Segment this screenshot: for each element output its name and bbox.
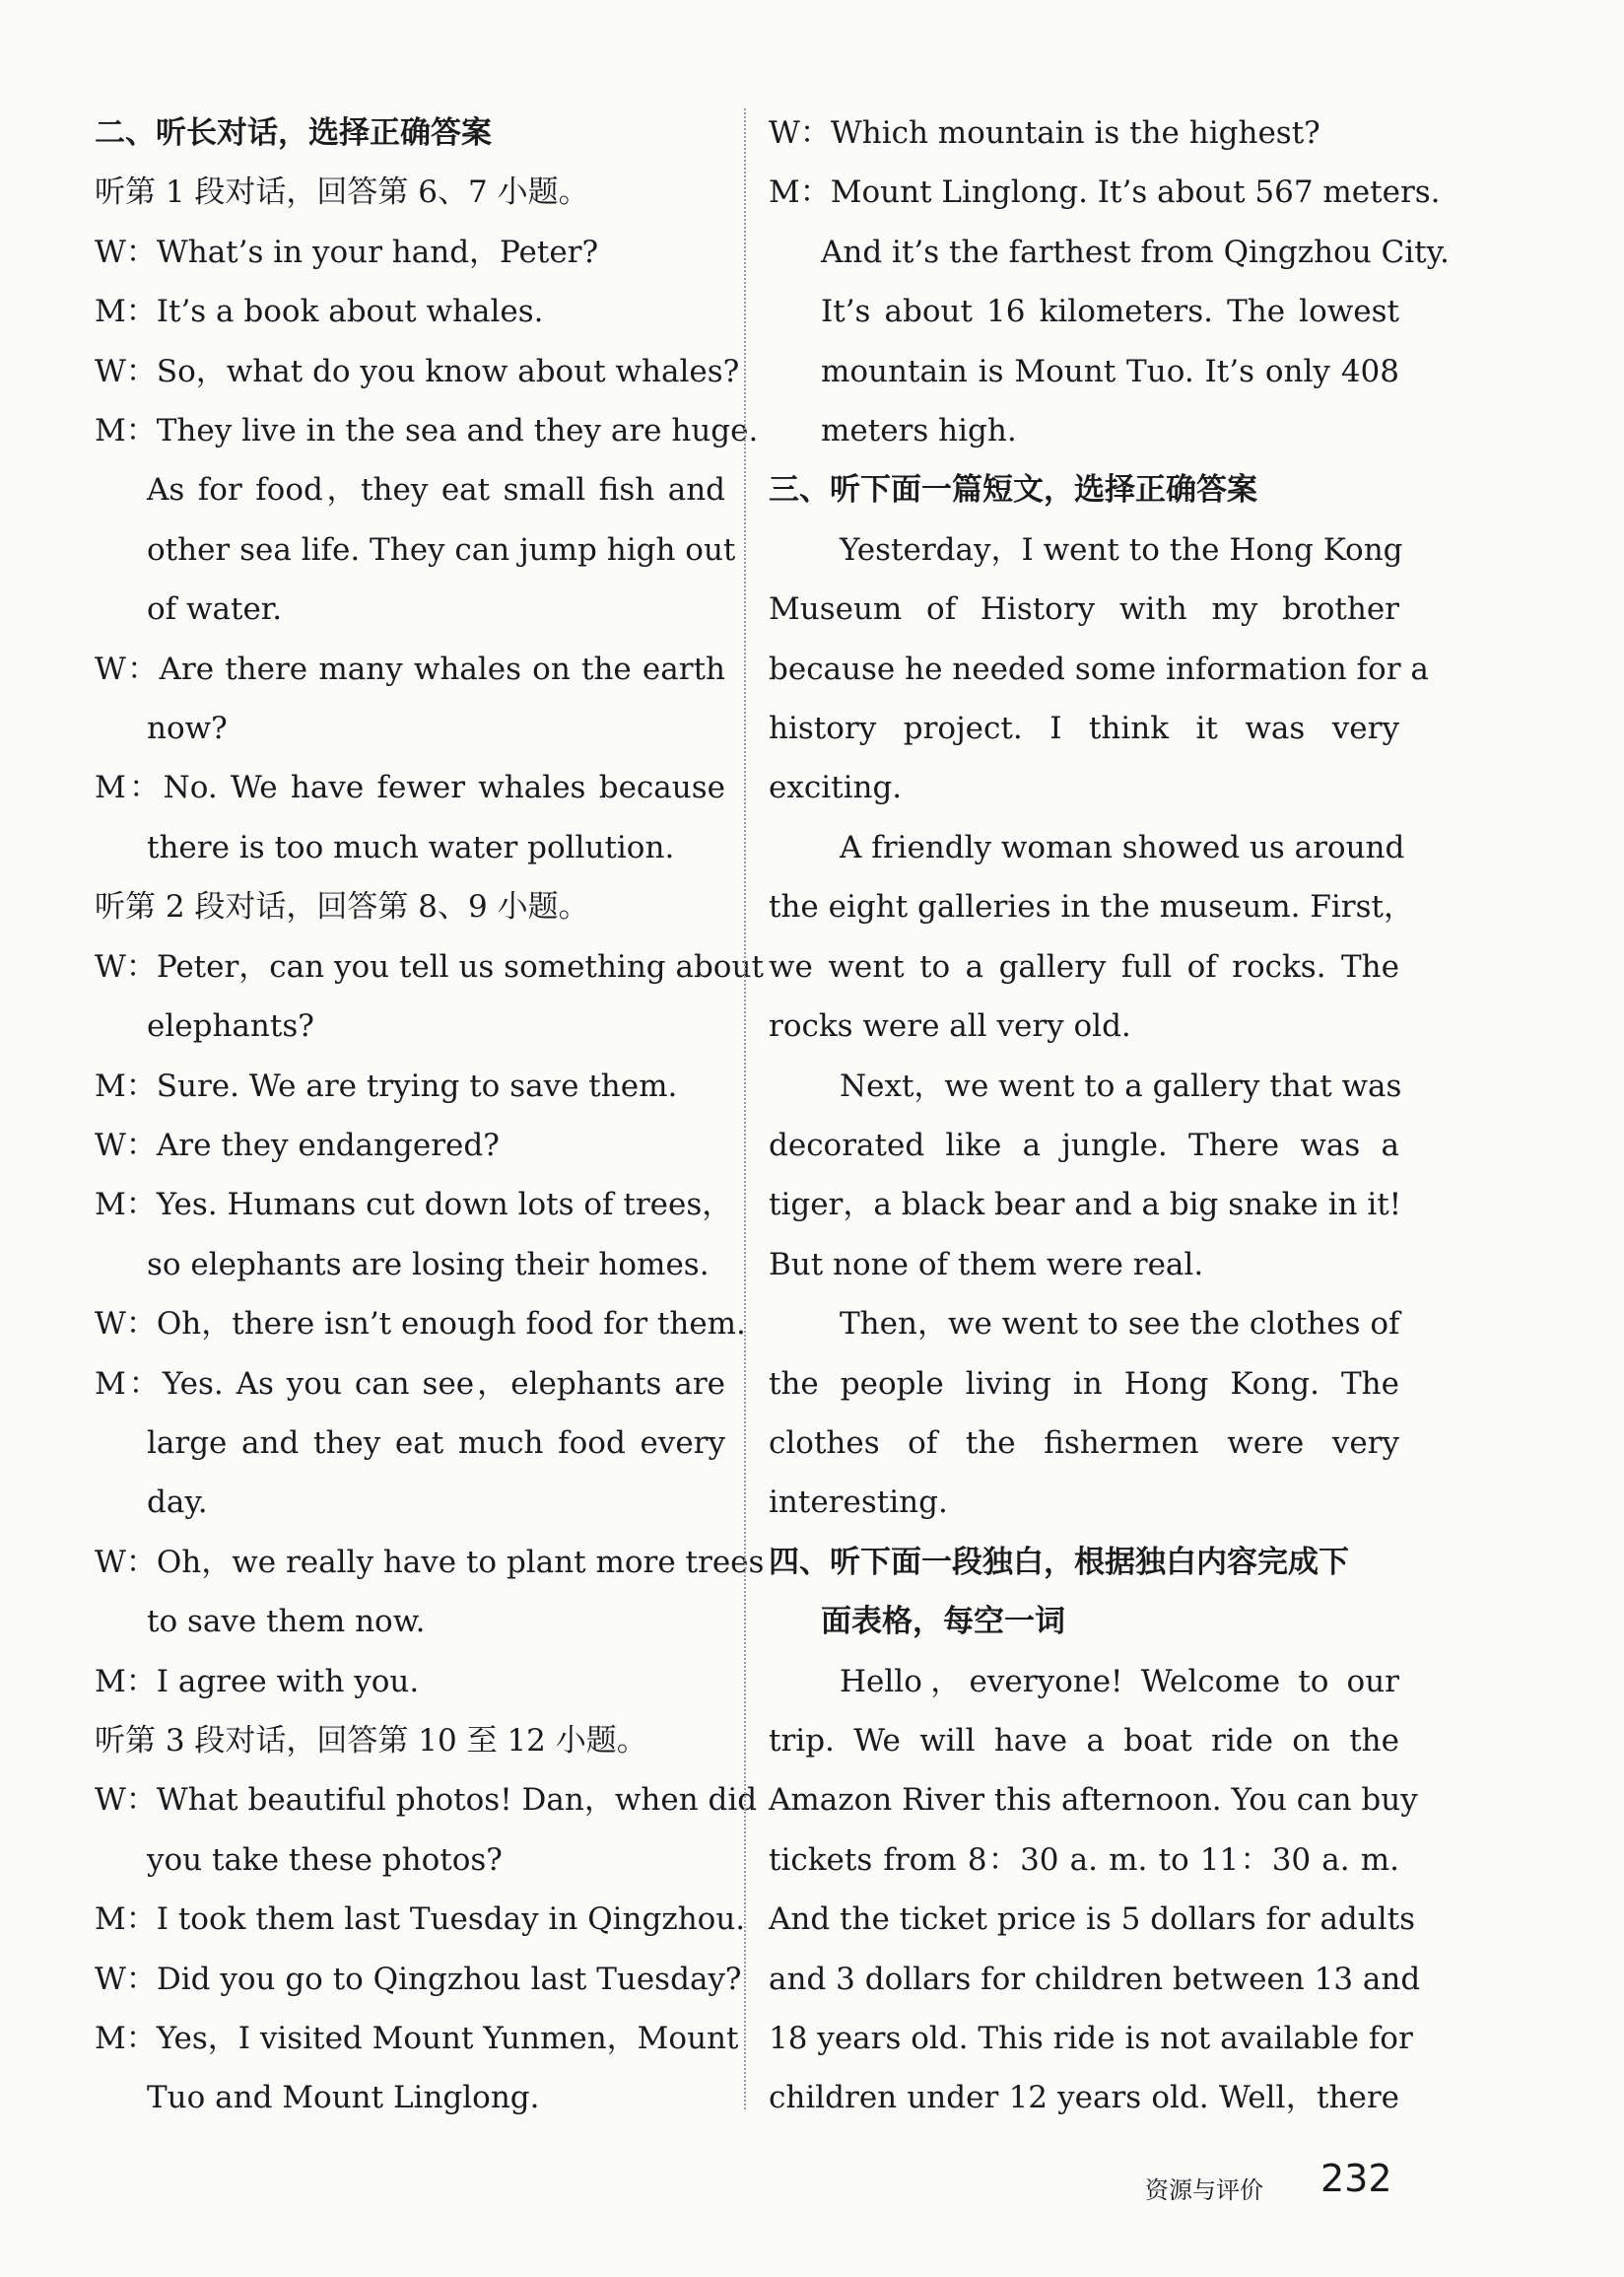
right-dialogue-line: M：Mount Linglong. It’s about 567 meters. bbox=[769, 174, 1441, 211]
right-column bbox=[769, 104, 1450, 2128]
left-column bbox=[95, 104, 765, 2128]
left-dialogue-line: M：I took them last Tuesday in Qingzhou. bbox=[95, 1901, 746, 1938]
left-dialogue-continuation: so elephants are losing their homes. bbox=[147, 1246, 710, 1282]
left-dialogue-line: M：Yes，I visited Mount Yunmen，Mount bbox=[95, 2021, 739, 2056]
left-dialogue-line: W：Peter，can you tell us something about bbox=[95, 948, 764, 985]
left-dialogue-line: M：I agree with you. bbox=[95, 1663, 420, 1699]
left-dialogue-line: M：Sure. We are trying to save them. bbox=[95, 1068, 678, 1104]
left-section-heading: 二、听长对话，选择正确答案 bbox=[95, 115, 492, 151]
right-dialogue-continuation: mountain is Mount Tuo. It’s only 408 bbox=[821, 353, 1399, 389]
right-paragraph-line: clothes of the fishermen were very bbox=[769, 1424, 1399, 1461]
right-paragraph-line: interesting. bbox=[769, 1484, 948, 1521]
right-paragraph-line: the people living in Hong Kong. The bbox=[769, 1365, 1399, 1402]
left-instruction-line: 听第 2 段对话，回答第 8、9 小题。 bbox=[95, 889, 589, 926]
right-paragraph-line: children under 12 years old. Well，there bbox=[769, 2080, 1399, 2116]
right-paragraph-start: Then，we went to see the clothes of bbox=[840, 1306, 1400, 1343]
left-dialogue-continuation: day. bbox=[147, 1484, 208, 1521]
left-dialogue-line: M：Yes. As you can see，elephants are bbox=[95, 1365, 725, 1402]
right-paragraph-line: trip. We will have a boat ride on the bbox=[769, 1722, 1399, 1759]
left-dialogue-line: M：Yes. Humans cut down lots of trees， bbox=[95, 1187, 733, 1223]
right-paragraph-line: tiger，a black bear and a big snake in it! bbox=[769, 1187, 1402, 1223]
right-paragraph-line: decorated like a jungle. There was a bbox=[769, 1127, 1399, 1163]
left-dialogue-continuation: now? bbox=[147, 711, 228, 747]
right-paragraph-line: the eight galleries in the museum. First， bbox=[769, 889, 1414, 926]
left-dialogue-line: M：They live in the sea and they are huge. bbox=[95, 413, 759, 449]
left-dialogue-line: W：Are there many whales on the earth bbox=[95, 651, 725, 687]
left-dialogue-continuation: As for food，they eat small fish and bbox=[147, 472, 725, 509]
right-paragraph-start: Yesterday，I went to the Hong Kong bbox=[840, 531, 1403, 568]
left-instruction-line: 听第 1 段对话，回答第 6、7 小题。 bbox=[95, 174, 589, 211]
footer-brand: 资源与评价 bbox=[1145, 2176, 1263, 2204]
left-dialogue-line: M：No. We have fewer whales because bbox=[95, 770, 725, 806]
left-dialogue-continuation: there is too much water pollution. bbox=[147, 829, 675, 865]
right-section-heading: 四、听下面一段独白，根据独白内容完成下 bbox=[769, 1544, 1349, 1580]
right-paragraph-line: 18 years old. This ride is not available for bbox=[769, 2021, 1413, 2056]
right-section-heading: 面表格，每空一词 bbox=[821, 1604, 1065, 1640]
left-dialogue-continuation: to save them now. bbox=[147, 1604, 426, 1640]
right-dialogue-continuation: And it’s the farthest from Qingzhou City. bbox=[821, 234, 1450, 270]
left-dialogue-line: W：What’s in your hand，Peter? bbox=[95, 234, 599, 270]
right-paragraph-line: history project. I think it was very bbox=[769, 711, 1399, 747]
right-paragraph-line: rocks were all very old. bbox=[769, 1008, 1131, 1045]
left-dialogue-continuation: Tuo and Mount Linglong. bbox=[147, 2080, 540, 2116]
right-dialogue-line: W：Which mountain is the highest? bbox=[769, 115, 1320, 151]
right-dialogue-continuation: meters high. bbox=[821, 413, 1017, 449]
right-paragraph-line: Museum of History with my brother bbox=[769, 591, 1399, 628]
right-paragraph-line: Amazon River this afternoon. You can buy bbox=[769, 1782, 1418, 1819]
left-dialogue-continuation: of water. bbox=[147, 591, 283, 628]
right-paragraph-line: tickets from 8：30 a. m. to 11：30 a. m. bbox=[769, 1841, 1399, 1878]
right-paragraph-line: and 3 dollars for children between 13 and bbox=[769, 1961, 1421, 1997]
left-dialogue-line: W：Did you go to Qingzhou last Tuesday? bbox=[95, 1961, 742, 1997]
left-dialogue-line: W：Oh，there isn’t enough food for them. bbox=[95, 1306, 746, 1343]
left-dialogue-continuation: other sea life. They can jump high out bbox=[147, 531, 736, 568]
right-dialogue-continuation: It’s about 16 kilometers. The lowest bbox=[821, 294, 1399, 330]
left-dialogue-continuation: elephants? bbox=[147, 1008, 314, 1045]
left-dialogue-continuation: large and they eat much food every bbox=[147, 1424, 725, 1461]
left-dialogue-line: M：It’s a book about whales. bbox=[95, 294, 544, 330]
right-paragraph-start: Hello，everyone! Welcome to our bbox=[840, 1663, 1399, 1699]
left-dialogue-line: W：So，what do you know about whales? bbox=[95, 353, 740, 389]
right-paragraph-line: because he needed some information for a bbox=[769, 651, 1429, 687]
right-paragraph-line: we went to a gallery full of rocks. The bbox=[769, 948, 1399, 985]
page-number: 232 bbox=[1320, 2157, 1392, 2200]
left-dialogue-line: W：Are they endangered? bbox=[95, 1127, 500, 1163]
column-divider bbox=[744, 108, 746, 2109]
left-instruction-line: 听第 3 段对话，回答第 10 至 12 小题。 bbox=[95, 1722, 647, 1759]
left-dialogue-continuation: you take these photos? bbox=[147, 1841, 503, 1878]
right-paragraph-line: And the ticket price is 5 dollars for adults bbox=[769, 1901, 1416, 1938]
right-paragraph-start: A friendly woman showed us around bbox=[840, 829, 1405, 865]
right-lines bbox=[769, 104, 1450, 2128]
right-paragraph-line: exciting. bbox=[769, 770, 903, 806]
left-lines bbox=[95, 104, 765, 2128]
right-paragraph-start: Next，we went to a gallery that was bbox=[840, 1068, 1402, 1104]
right-section-heading: 三、听下面一篇短文，选择正确答案 bbox=[769, 472, 1257, 509]
left-dialogue-line: W：Oh，we really have to plant more trees bbox=[95, 1544, 765, 1580]
right-paragraph-line: But none of them were real. bbox=[769, 1246, 1204, 1282]
left-dialogue-line: W：What beautiful photos! Dan，when did bbox=[95, 1782, 758, 1819]
